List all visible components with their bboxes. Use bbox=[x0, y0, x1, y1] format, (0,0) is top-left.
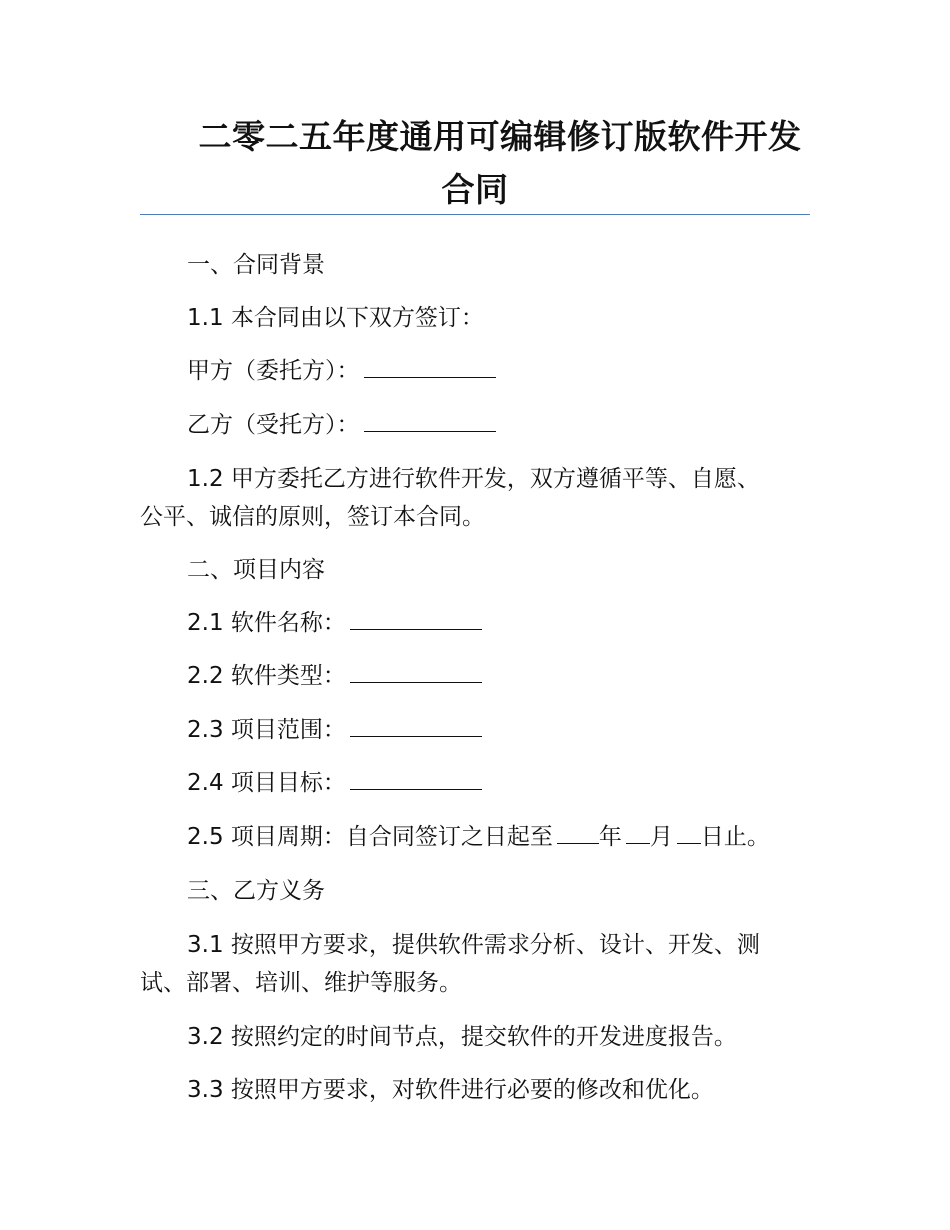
party-a-blank bbox=[364, 355, 496, 378]
party-a-label: 甲方（委托方）： bbox=[187, 358, 360, 384]
clause-2-2-label: 2.2 软件类型： bbox=[187, 663, 346, 689]
section-heading-3 bbox=[140, 872, 810, 910]
section-heading-3-text: 三、乙方义务 bbox=[187, 878, 325, 904]
software-type-blank bbox=[350, 660, 482, 683]
clause-2-3-label: 2.3 项目范围： bbox=[187, 717, 346, 743]
clause-3-1-line-2 bbox=[140, 964, 810, 1002]
clause-3-1-text-2: 试、部署、培训、维护等服务。 bbox=[140, 970, 462, 996]
clause-2-1 bbox=[140, 604, 810, 642]
month-blank bbox=[626, 821, 650, 844]
clause-2-3 bbox=[140, 711, 810, 749]
title-divider bbox=[140, 214, 810, 215]
day-blank bbox=[677, 821, 701, 844]
clause-2-4 bbox=[140, 764, 810, 802]
clause-1-2-line-1 bbox=[140, 460, 810, 498]
software-name-blank bbox=[350, 607, 482, 630]
clause-1-1-text: 1.1 本合同由以下双方签订： bbox=[187, 305, 484, 331]
project-goal-blank bbox=[350, 767, 482, 790]
clause-3-2-text: 3.2 按照约定的时间节点，提交软件的开发进度报告。 bbox=[187, 1024, 737, 1050]
clause-3-2 bbox=[140, 1018, 810, 1056]
clause-2-4-label: 2.4 项目目标： bbox=[187, 770, 346, 796]
party-b-line bbox=[140, 406, 810, 444]
clause-2-5 bbox=[140, 818, 810, 856]
clause-1-2-line-2 bbox=[140, 498, 810, 536]
project-scope-blank bbox=[350, 714, 482, 737]
clause-3-1-text-1: 3.1 按照甲方要求，提供软件需求分析、设计、开发、测 bbox=[187, 932, 760, 958]
clause-3-3-text: 3.3 按照甲方要求，对软件进行必要的修改和优化。 bbox=[187, 1077, 714, 1103]
party-a-line bbox=[140, 352, 810, 390]
clause-1-2-text-2: 公平、诚信的原则，签订本合同。 bbox=[140, 504, 485, 530]
document-title-line-1: 二零二五年度通用可编辑修订版软件开发 bbox=[198, 117, 802, 156]
section-heading-1-text: 一、合同背景 bbox=[187, 252, 325, 278]
section-heading-1 bbox=[140, 246, 810, 284]
clause-2-1-label: 2.1 软件名称： bbox=[187, 610, 346, 636]
party-b-label: 乙方（受托方）： bbox=[187, 412, 360, 438]
clause-1-1 bbox=[140, 299, 810, 337]
month-label: 月 bbox=[649, 824, 673, 850]
year-blank bbox=[557, 821, 599, 844]
party-b-blank bbox=[364, 409, 496, 432]
clause-3-1-line-1 bbox=[140, 926, 810, 964]
document-title-line-2: 合同 bbox=[441, 170, 509, 209]
clause-2-2 bbox=[140, 657, 810, 695]
clause-2-5-prefix: 2.5 项目周期：自合同签订之日起至 bbox=[187, 824, 553, 850]
section-heading-2 bbox=[140, 551, 810, 589]
year-label: 年 bbox=[598, 824, 622, 850]
clause-1-2-text-1: 1.2 甲方委托乙方进行软件开发，双方遵循平等、自愿、 bbox=[187, 466, 760, 492]
section-heading-2-text: 二、项目内容 bbox=[187, 557, 325, 583]
clause-3-3 bbox=[140, 1071, 810, 1109]
day-end-label: 日止。 bbox=[700, 824, 770, 850]
